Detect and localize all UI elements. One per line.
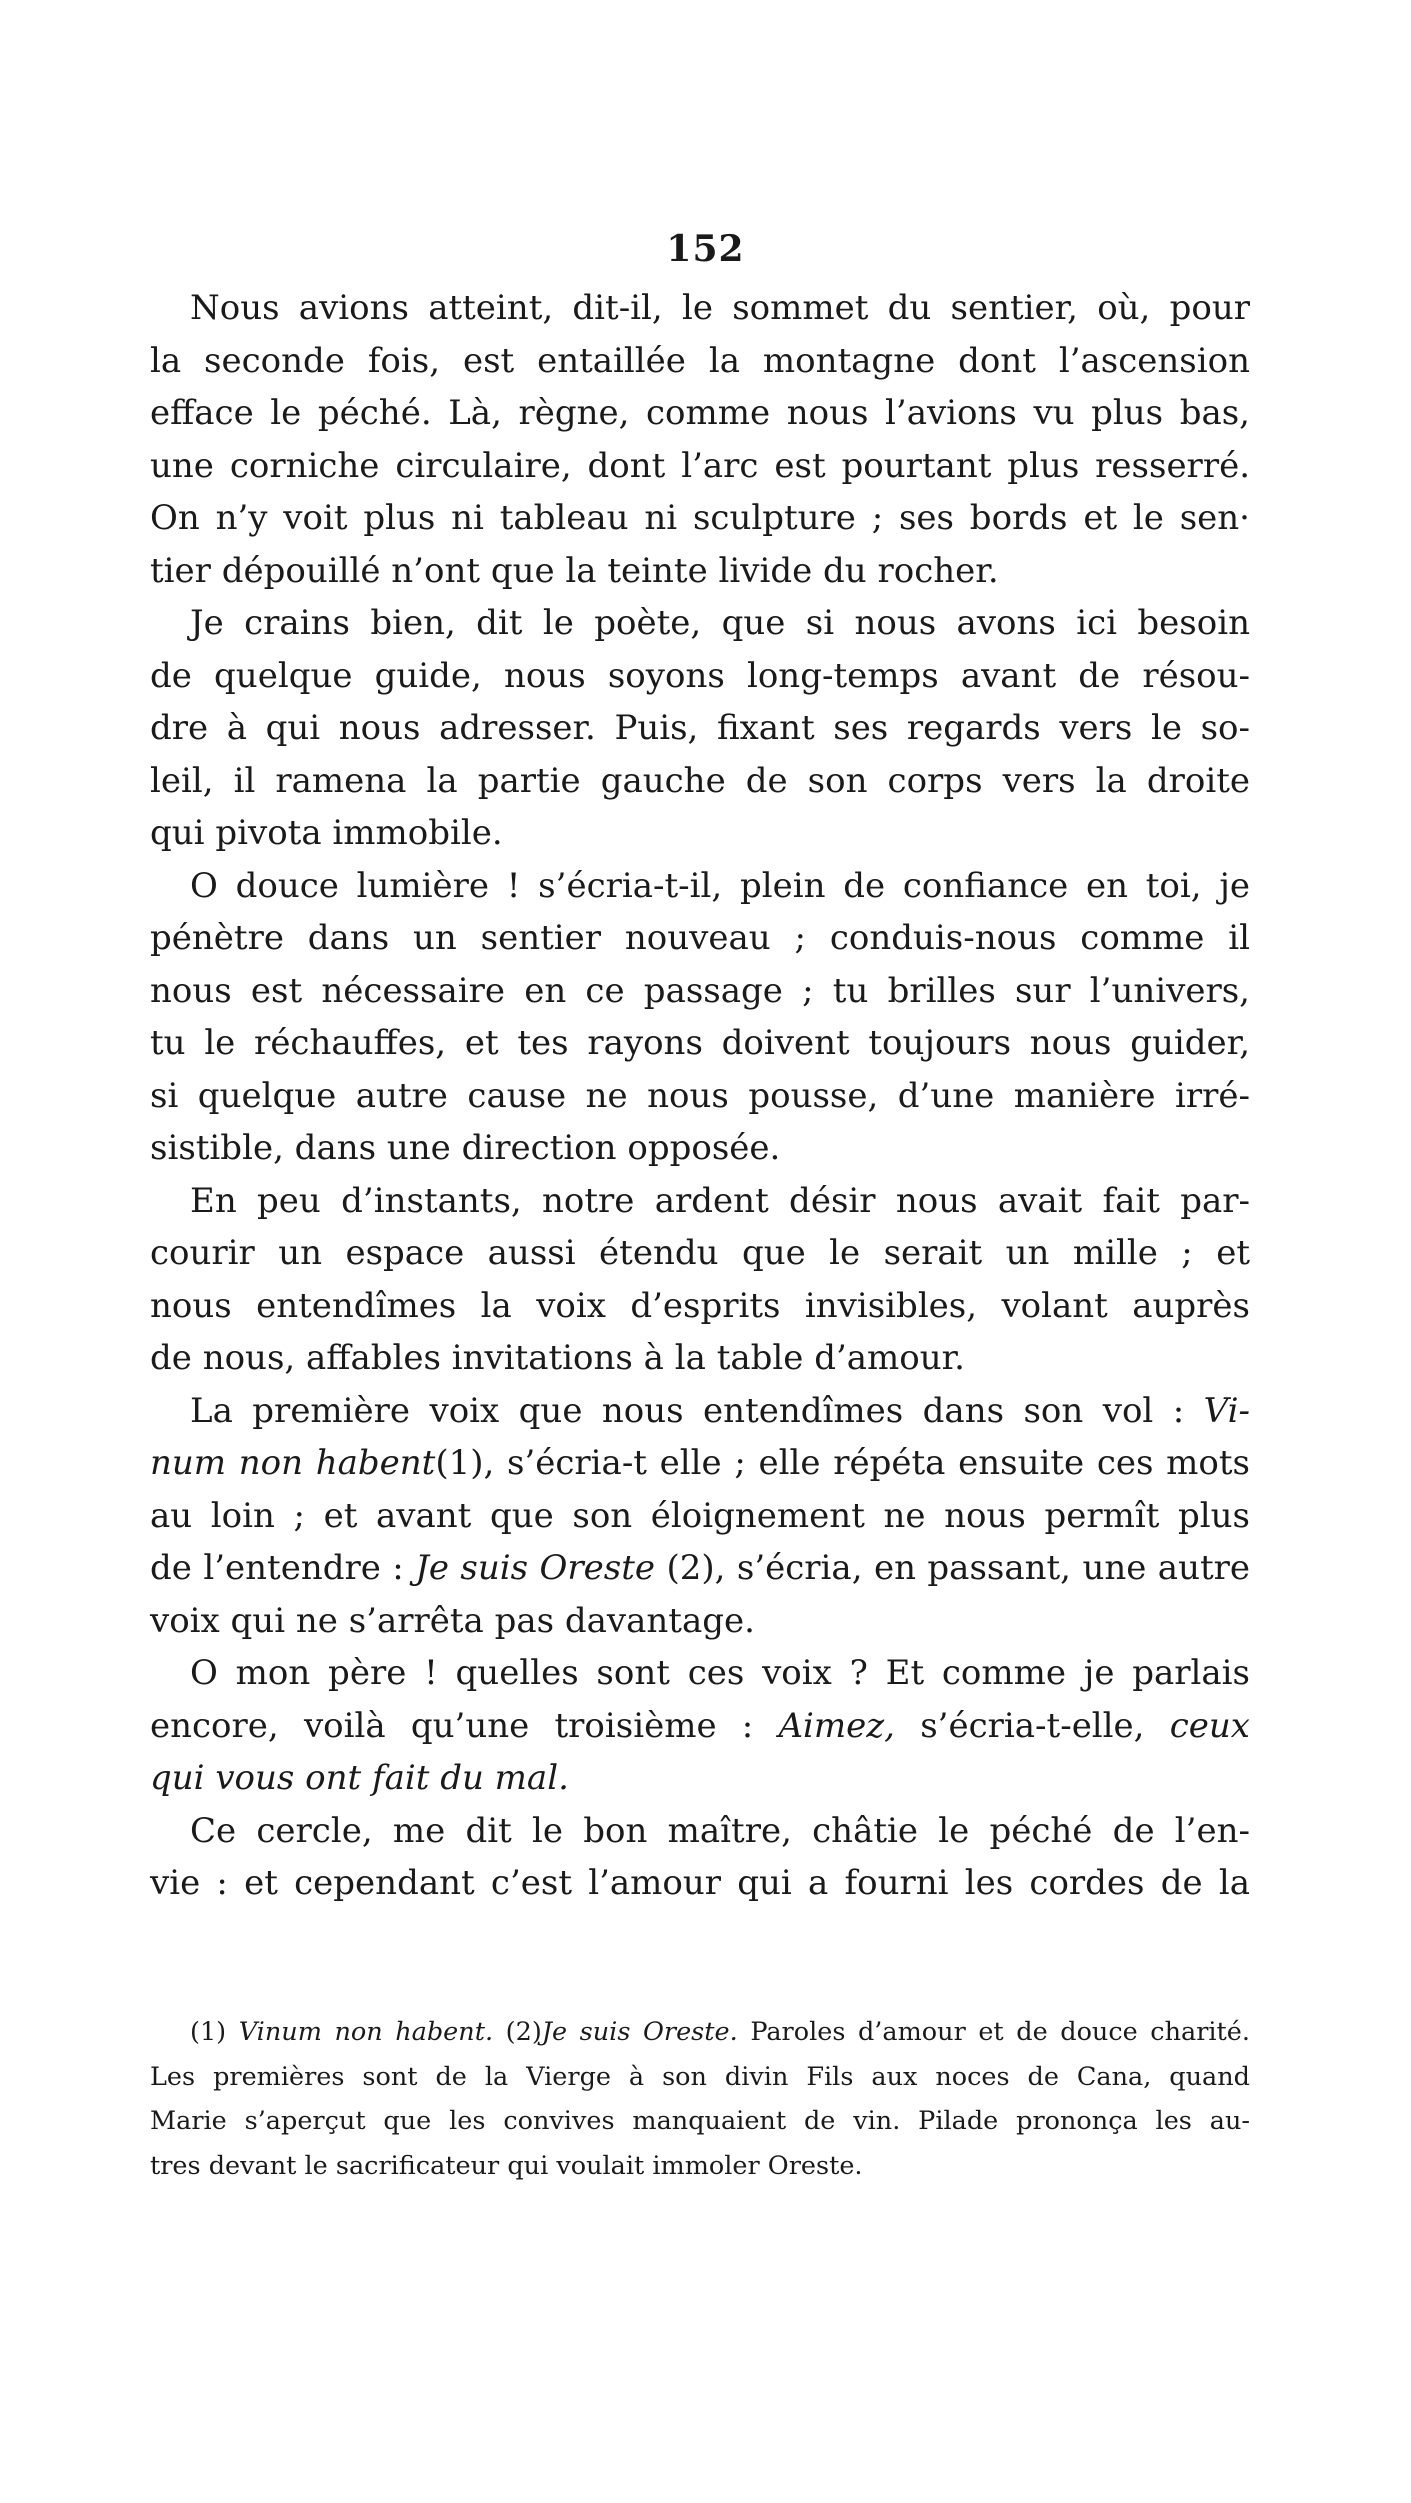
text-line: num non habent(1), s’écria-t elle ; elle répéta ensuite ces mots bbox=[150, 1443, 1250, 1483]
footnote-line: Marie s’aperçut que les convives manquaient de vin. Pilade prononça les au- bbox=[150, 2106, 1250, 2136]
text-line: de l’entendre : Je suis Oreste (2), s’écria, en passant, une autre bbox=[150, 1548, 1251, 1588]
text-line: de nous, affables invitations à la table d’amour. bbox=[150, 1338, 965, 1378]
text-line: une corniche circulaire, dont l’arc est pourtant plus resserré. bbox=[150, 445, 1250, 486]
text-line: vie : et cependant c’est l’amour qui a fourni les cordes de la bbox=[150, 1863, 1250, 1903]
text-line: de quelque guide, nous soyons long-temps avant de résou- bbox=[150, 655, 1250, 696]
text-line: O douce lumière ! s’écria-t-il, plein de confiance en toi, je bbox=[190, 865, 1250, 906]
text-line: efface le péché. Là, règne, comme nous l’avions vu plus bas, bbox=[150, 393, 1250, 433]
footnote-line: Les premières sont de la Vierge à son divin Fils aux noces de Cana, quand bbox=[150, 2061, 1250, 2092]
text-line: Nous avions atteint, dit-il, le sommet du sentier, où, pour bbox=[190, 288, 1250, 328]
text-line: au loin ; et avant que son éloignement ne nous permît plus bbox=[150, 1495, 1250, 1536]
text-line: qui pivota immobile. bbox=[150, 813, 503, 853]
text-line: En peu d’instants, notre ardent désir nous avait fait par- bbox=[190, 1180, 1250, 1221]
text-line: encore, voilà qu’une troisième : Aimez, s’écria-t-elle, ceux bbox=[150, 1705, 1250, 1746]
text-line: nous entendîmes la voix d’esprits invisibles, volant auprès bbox=[150, 1285, 1250, 1326]
text-line: Je crains bien, dit le poète, que si nous avons ici besoin bbox=[190, 603, 1250, 643]
text-line: voix qui ne s’arrêta pas davantage. bbox=[150, 1600, 755, 1641]
text-line: si quelque autre cause ne nous pousse, d’une manière irré- bbox=[150, 1075, 1250, 1116]
text-line: sistible, dans une direction opposée. bbox=[150, 1128, 781, 1168]
text-line: Ce cercle, me dit le bon maître, châtie le péché de l’en- bbox=[190, 1810, 1250, 1851]
text-line: pénètre dans un sentier nouveau ; conduis-nous comme il bbox=[150, 918, 1250, 958]
text-line: La première voix que nous entendîmes dans son vol : Vi- bbox=[190, 1390, 1250, 1431]
text-line: nous est nécessaire en ce passage ; tu brilles sur l’univers, bbox=[150, 970, 1250, 1011]
text-line: leil, il ramena la partie gauche de son corps vers la droite bbox=[150, 760, 1250, 801]
text-line: la seconde fois, est entaillée la montagne dont l’ascension bbox=[150, 340, 1250, 381]
text-line: tu le réchauffes, et tes rayons doivent toujours nous guider, bbox=[150, 1023, 1250, 1063]
text-line: On n’y voit plus ni tableau ni sculpture ; ses bords et le sen· bbox=[150, 498, 1250, 538]
footnote-line: tres devant le sacrificateur qui voulait immoler Oreste. bbox=[150, 2150, 863, 2181]
text-line: courir un espace aussi étendu que le serait un mille ; et bbox=[150, 1233, 1250, 1273]
body-text bbox=[150, 282, 1250, 1910]
text-line: O mon père ! quelles sont ces voix ? Et comme je parlais bbox=[190, 1653, 1250, 1693]
footnote-line: (1) Vinum non habent. (2)Je suis Oreste. Paroles d’amour et de douce charité. bbox=[190, 2017, 1251, 2047]
footnotes bbox=[150, 2010, 1250, 2188]
text-line: dre à qui nous adresser. Puis, fixant ses regards vers le so- bbox=[150, 708, 1250, 748]
page-number: 152 bbox=[666, 228, 745, 270]
text-line: tier dépouillé n’ont que la teinte livide du rocher. bbox=[150, 550, 999, 591]
text-line: qui vous ont fait du mal. bbox=[150, 1758, 569, 1798]
